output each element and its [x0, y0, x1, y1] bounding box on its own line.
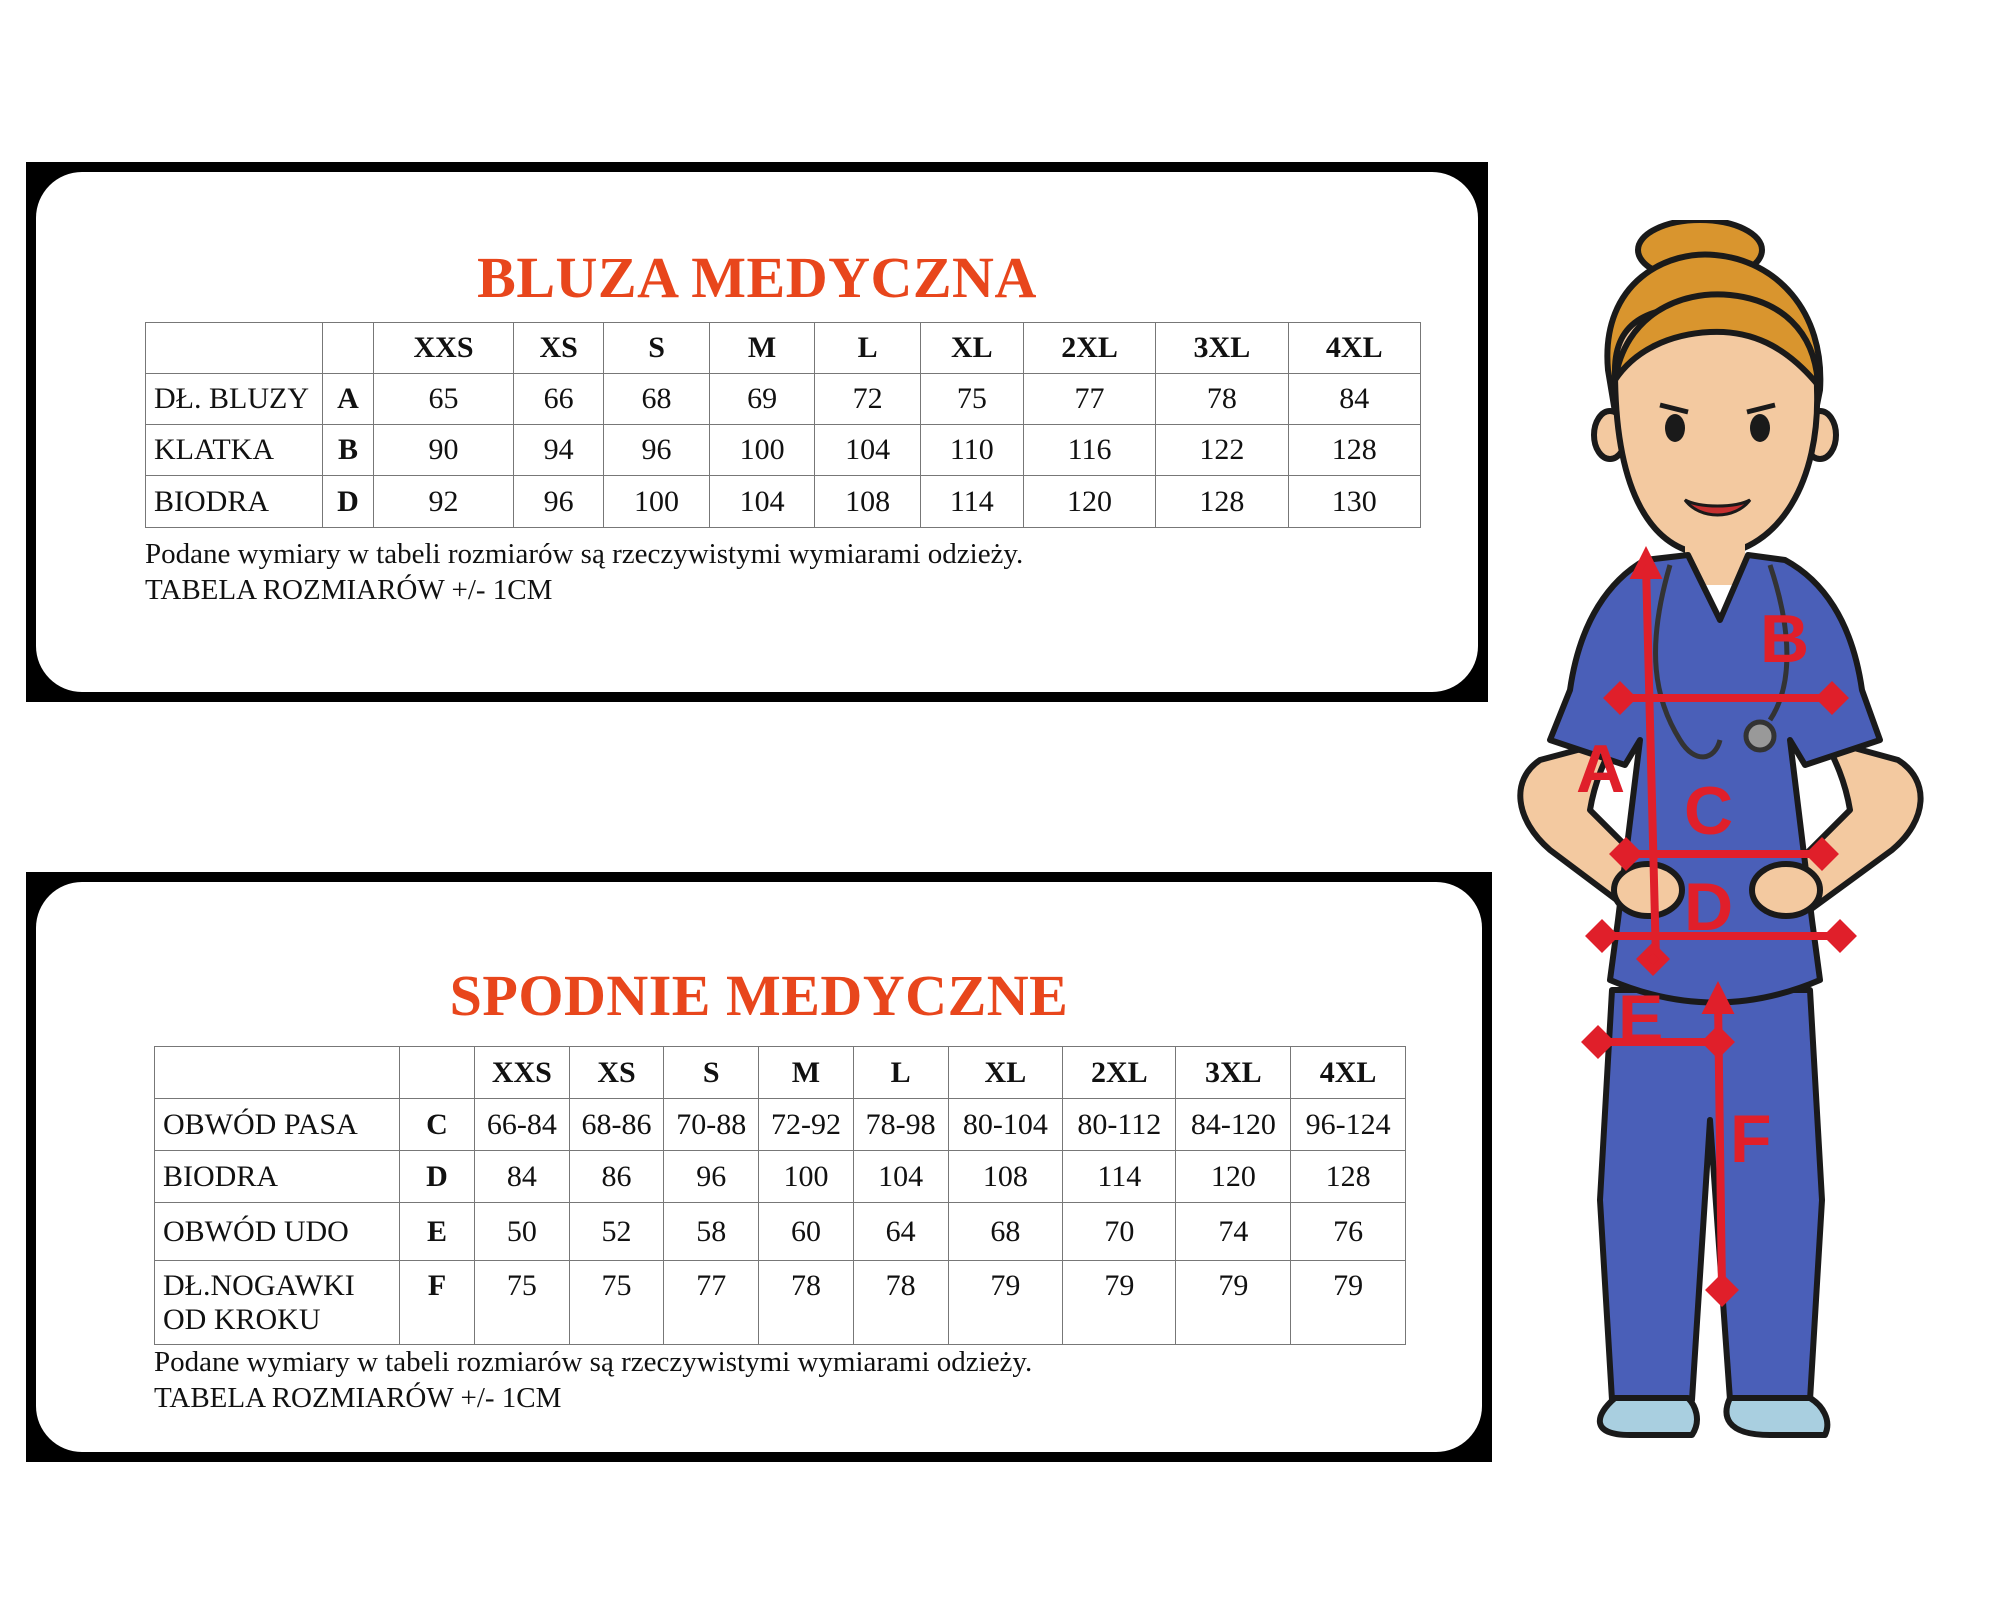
table-cell: 68: [948, 1203, 1063, 1261]
row-label: DŁ. BLUZY: [146, 374, 323, 425]
table-cell: 75: [569, 1261, 664, 1345]
size-header: M: [709, 323, 815, 374]
table-cell: 96: [513, 476, 603, 528]
table-cell: 76: [1291, 1203, 1406, 1261]
table-cell: 130: [1288, 476, 1420, 528]
table-row: [155, 1151, 1406, 1203]
shirt-size-chart-card: [36, 172, 1478, 692]
header-blank-cell: [155, 1047, 400, 1099]
table-cell: 80-112: [1063, 1099, 1176, 1151]
table-cell: 116: [1023, 425, 1155, 476]
table-cell: 96: [664, 1151, 759, 1203]
diamond-marker: [1642, 948, 1665, 971]
table-cell: 108: [948, 1151, 1063, 1203]
table-cell: 78-98: [853, 1099, 948, 1151]
row-code: F: [400, 1261, 475, 1345]
table-cell: 79: [1291, 1261, 1406, 1345]
table-cell: 120: [1023, 476, 1155, 528]
table-cell: 79: [1176, 1261, 1291, 1345]
measure-label-f: F: [1730, 1101, 1772, 1177]
table-cell: 66-84: [475, 1099, 570, 1151]
table-cell: 100: [604, 476, 710, 528]
size-header: S: [664, 1047, 759, 1099]
table-cell: 100: [759, 1151, 854, 1203]
table-cell: 70-88: [664, 1099, 759, 1151]
note-line: TABELA ROZMIARÓW +/- 1CM: [145, 574, 553, 606]
size-header: 4XL: [1288, 323, 1420, 374]
pants-size-chart-card: [36, 882, 1482, 1452]
row-label: BIODRA: [155, 1151, 400, 1203]
table-cell: 75: [920, 374, 1023, 425]
table-cell: 104: [853, 1151, 948, 1203]
row-code: E: [400, 1203, 475, 1261]
row-code: B: [323, 425, 374, 476]
size-header: 2XL: [1023, 323, 1155, 374]
row-label-line: DŁ.NOGAWKI: [163, 1269, 355, 1302]
table-cell: 74: [1176, 1203, 1291, 1261]
diamond-marker: [1707, 1031, 1730, 1054]
table-cell: 84-120: [1176, 1099, 1291, 1151]
table-header-row: [146, 323, 1421, 374]
table-cell: 58: [664, 1203, 759, 1261]
table-cell: 52: [569, 1203, 664, 1261]
table-cell: 80-104: [948, 1099, 1063, 1151]
table-cell: 94: [513, 425, 603, 476]
table-cell: 100: [709, 425, 815, 476]
measure-label-b: B: [1760, 601, 1810, 677]
table-header-row: [155, 1047, 1406, 1099]
table-cell: 66: [513, 374, 603, 425]
shirt-chart-note: [145, 536, 1023, 608]
table-cell: 128: [1288, 425, 1420, 476]
shirt-size-chart-frame: [26, 162, 1488, 702]
table-cell: 92: [374, 476, 514, 528]
nurse-measurement-illustration: [1430, 220, 2000, 1440]
table-row: [146, 425, 1421, 476]
table-cell: 128: [1156, 476, 1288, 528]
table-cell: 70: [1063, 1203, 1176, 1261]
diamond-marker: [1829, 925, 1852, 948]
measure-label-e: E: [1618, 981, 1664, 1057]
table-cell: 114: [1063, 1151, 1176, 1203]
pants-chart-title: SPODNIE MEDYCZNE: [449, 963, 1069, 1028]
row-code: A: [323, 374, 374, 425]
note-line: Podane wymiary w tabeli rozmiarów są rzeczywistymi wymiarami odzieży.: [145, 538, 1024, 570]
row-label: [155, 1261, 400, 1345]
table-cell: 122: [1156, 425, 1288, 476]
diamond-marker: [1821, 687, 1844, 710]
shirt-chart-title: BLUZA MEDYCZNA: [477, 245, 1037, 310]
table-cell: 72-92: [759, 1099, 854, 1151]
pants-chart-note: [154, 1344, 1032, 1416]
diamond-marker: [1711, 1279, 1734, 1302]
table-cell: 65: [374, 374, 514, 425]
table-row: [146, 374, 1421, 425]
row-label: BIODRA: [146, 476, 323, 528]
row-label: KLATKA: [146, 425, 323, 476]
note-line: Podane wymiary w tabeli rozmiarów są rzeczywistymi wymiarami odzieży.: [154, 1346, 1033, 1378]
size-header: L: [815, 323, 921, 374]
size-header: XL: [948, 1047, 1063, 1099]
table-row: [146, 476, 1421, 528]
table-cell: 120: [1176, 1151, 1291, 1203]
table-cell: 78: [853, 1261, 948, 1345]
shirt-size-table: [145, 322, 1421, 528]
table-cell: 77: [1023, 374, 1155, 425]
size-header: 4XL: [1291, 1047, 1406, 1099]
table-cell: 104: [815, 425, 921, 476]
pants-size-table: [154, 1046, 1406, 1345]
table-cell: 68: [604, 374, 710, 425]
table-cell: 84: [475, 1151, 570, 1203]
table-cell: 64: [853, 1203, 948, 1261]
measure-label-d: D: [1684, 869, 1734, 945]
table-cell: 78: [759, 1261, 854, 1345]
table-cell: 60: [759, 1203, 854, 1261]
table-cell: 78: [1156, 374, 1288, 425]
table-cell: 69: [709, 374, 815, 425]
diamond-marker: [1811, 843, 1834, 866]
diamond-marker: [1587, 1031, 1610, 1054]
size-header: XS: [569, 1047, 664, 1099]
size-header: L: [853, 1047, 948, 1099]
right-hand: [1752, 864, 1820, 916]
note-line: TABELA ROZMIARÓW +/- 1CM: [154, 1382, 562, 1414]
table-cell: 108: [815, 476, 921, 528]
header-blank-cell: [146, 323, 323, 374]
table-cell: 96: [604, 425, 710, 476]
table-cell: 96-124: [1291, 1099, 1406, 1151]
size-header: S: [604, 323, 710, 374]
row-code: D: [323, 476, 374, 528]
table-cell: 86: [569, 1151, 664, 1203]
table-cell: 72: [815, 374, 921, 425]
table-cell: 79: [1063, 1261, 1176, 1345]
table-cell: 50: [475, 1203, 570, 1261]
table-cell: 79: [948, 1261, 1063, 1345]
measure-label-c: C: [1684, 773, 1734, 849]
left-shoe: [1600, 1398, 1697, 1435]
table-cell: 84: [1288, 374, 1420, 425]
right-shoe: [1727, 1398, 1828, 1435]
size-header: XL: [920, 323, 1023, 374]
table-cell: 68-86: [569, 1099, 664, 1151]
header-blank-cell: [323, 323, 374, 374]
left-hand: [1614, 864, 1682, 916]
measure-label-a: A: [1576, 731, 1626, 807]
table-cell: 75: [475, 1261, 570, 1345]
table-row: [155, 1203, 1406, 1261]
row-label: OBWÓD PASA: [155, 1099, 400, 1151]
size-header: 3XL: [1156, 323, 1288, 374]
table-cell: 104: [709, 476, 815, 528]
pants-size-chart-frame: [26, 872, 1492, 1462]
row-label-line: OD KROKU: [163, 1303, 321, 1336]
diamond-marker: [1609, 687, 1632, 710]
diamond-marker: [1615, 843, 1638, 866]
size-header: XXS: [374, 323, 514, 374]
size-header: XS: [513, 323, 603, 374]
row-code: C: [400, 1099, 475, 1151]
table-row: [155, 1099, 1406, 1151]
size-header: 3XL: [1176, 1047, 1291, 1099]
diamond-marker: [1591, 925, 1614, 948]
table-cell: 90: [374, 425, 514, 476]
size-header: XXS: [475, 1047, 570, 1099]
row-code: D: [400, 1151, 475, 1203]
table-cell: 77: [664, 1261, 759, 1345]
table-row: [155, 1261, 1406, 1345]
row-label: OBWÓD UDO: [155, 1203, 400, 1261]
table-cell: 110: [920, 425, 1023, 476]
table-cell: 114: [920, 476, 1023, 528]
header-blank-cell: [400, 1047, 475, 1099]
size-header: M: [759, 1047, 854, 1099]
size-header: 2XL: [1063, 1047, 1176, 1099]
table-cell: 128: [1291, 1151, 1406, 1203]
